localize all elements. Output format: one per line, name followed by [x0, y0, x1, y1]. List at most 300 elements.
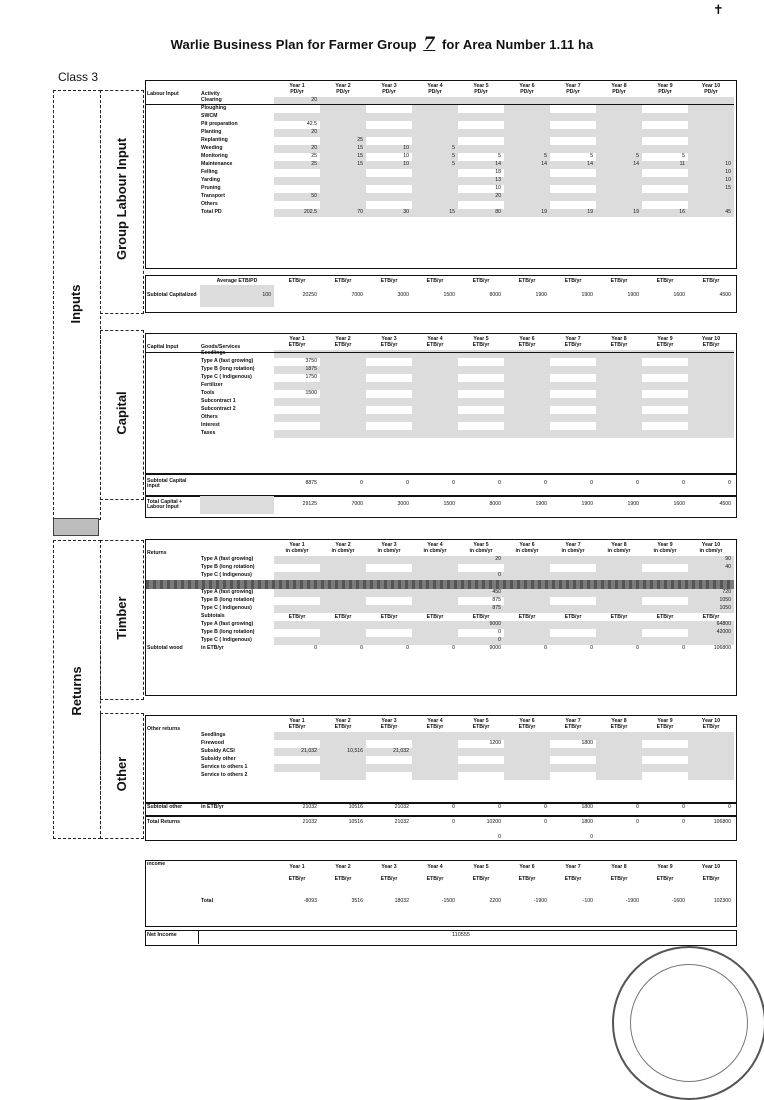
- table-row: [146, 748, 734, 756]
- table-cell: [458, 732, 504, 740]
- table-row: [146, 137, 734, 145]
- table-cell: [366, 366, 412, 374]
- labour-subtotal-label: Subtotal Capitalized: [147, 292, 197, 299]
- table-cell: [412, 177, 458, 185]
- table-cell: [366, 121, 412, 129]
- row-label: Clearing: [201, 97, 222, 104]
- table-cell: [412, 398, 458, 406]
- table-cell: 1750: [305, 374, 317, 381]
- table-cell: [320, 597, 366, 605]
- table-cell: [642, 177, 688, 185]
- table-cell: 1500: [305, 390, 317, 397]
- table-cell: [550, 366, 596, 374]
- capital-col1-header: Capital Input: [147, 343, 179, 350]
- table-cell: [642, 732, 688, 740]
- table-cell: [412, 589, 458, 597]
- row-label: Type C ( Indigenous): [201, 572, 252, 579]
- table-cell: [504, 764, 550, 772]
- table-cell: [366, 621, 412, 629]
- table-cell: [550, 756, 596, 764]
- table-cell: [550, 637, 596, 645]
- table-cell: [504, 113, 550, 121]
- table-cell: [688, 748, 734, 756]
- document-title: [0, 34, 764, 54]
- row-label: Type B (long rotation): [201, 564, 255, 571]
- table-cell: [458, 772, 504, 780]
- table-cell: [274, 572, 320, 580]
- table-cell: [320, 366, 366, 374]
- table-cell: [458, 137, 504, 145]
- table-cell: [550, 121, 596, 129]
- table-cell: 5: [590, 153, 593, 160]
- table-cell: [458, 121, 504, 129]
- table-cell: [550, 422, 596, 430]
- table-cell: 1800: [581, 740, 593, 747]
- other-subtotal-label: Subtotal other: [147, 804, 183, 811]
- table-cell: [688, 756, 734, 764]
- table-row: [146, 564, 734, 572]
- table-row: [146, 169, 734, 177]
- other-col1-header: Other returns: [147, 725, 181, 732]
- year-header: Year 4 PD/yr: [427, 83, 443, 95]
- row-label: Weeding: [201, 145, 223, 152]
- table-cell: [688, 129, 734, 137]
- table-cell: 16: [642, 209, 688, 217]
- table-cell: [550, 589, 596, 597]
- table-row: [146, 382, 734, 390]
- table-cell: 30: [366, 209, 412, 217]
- table-cell: 19: [550, 209, 596, 217]
- table-cell: [412, 748, 458, 756]
- table-cell: 14: [550, 161, 596, 169]
- table-cell: [504, 398, 550, 406]
- table-cell: 10: [366, 161, 412, 169]
- table-cell: [550, 201, 596, 209]
- table-cell: [504, 382, 550, 390]
- table-cell: [320, 430, 366, 438]
- table-cell: [642, 772, 688, 780]
- table-cell: [320, 764, 366, 772]
- table-cell: [412, 605, 458, 613]
- table-cell: [688, 390, 734, 398]
- row-label: Maintenance: [201, 161, 233, 168]
- table-cell: [596, 637, 642, 645]
- table-cell: [412, 366, 458, 374]
- table-cell: [366, 129, 412, 137]
- capital-col2-header: Goods/Services: [201, 343, 241, 350]
- table-cell: [550, 564, 596, 572]
- table-cell: [688, 201, 734, 209]
- table-cell: 15: [688, 185, 734, 193]
- row-label: Transport: [201, 193, 225, 200]
- table-cell: [274, 756, 320, 764]
- table-cell: [642, 756, 688, 764]
- table-cell: [458, 564, 504, 572]
- table-cell: [596, 422, 642, 430]
- table-cell: [504, 756, 550, 764]
- table-cell: [320, 629, 366, 637]
- table-cell: [458, 105, 504, 113]
- table-cell: [504, 201, 550, 209]
- table-cell: [412, 201, 458, 209]
- table-cell: 80: [458, 209, 504, 217]
- table-cell: [642, 169, 688, 177]
- table-cell: [596, 564, 642, 572]
- capital-totals-table: Subtotal Capital input 8875 0 0 0 0 0 0 0 0 0 Total Capital + Labour Input 29125 7000 3000 1500 8000 1900 1900 1900 1600 4500: [146, 475, 734, 514]
- table-cell: [504, 177, 550, 185]
- labour-table: [146, 81, 734, 217]
- table-cell: [320, 105, 366, 113]
- timber-table: Returns Year 1 in cbm/yr Year 2 in cbm/yr Year 3 in cbm/yr Year 4 in cbm/yr Year 5 in cbm/yr Year 6 in cbm/yr Year 7 in cbm/yr Year 8 in cbm/yr Year 9 in cbm/yr Year 10 in cbm/yr Type A (fast growing) 20 90 Type B (long rotation) 40 Type C ( Indigenous) 0 Type A (fast growing) 450 720 Type B (long rotation) 875 1050 Type C ( Indigenous) 875 1050 Subtotals ETB/yr ETB/yr ETB/yr ETB/yr ETB/yr ETB/yr ETB/yr ETB/yr ETB/yr ETB/yr Type A (fast growing) 9000 64800 Type B (long rotation) 0 42000 Type C ( Indigenous) 0 Subtotal wood in ETB/yr 0 0 0 0 9000 0 0 0 0 106800: [146, 540, 734, 653]
- table-cell: [642, 621, 688, 629]
- table-cell: 21,032: [274, 748, 320, 756]
- table-cell: [320, 414, 366, 422]
- title-suffix: for Area Number 1.11 ha: [441, 37, 594, 52]
- table-cell: [550, 169, 596, 177]
- table-cell: [596, 764, 642, 772]
- table-row: [146, 358, 734, 366]
- table-row: [146, 201, 734, 209]
- table-cell: [458, 358, 504, 366]
- table-cell: [504, 621, 550, 629]
- table-row: [146, 430, 734, 438]
- row-label: Type B (long rotation): [201, 366, 255, 373]
- table-cell: [688, 113, 734, 121]
- table-row: [146, 374, 734, 382]
- table-cell: [366, 597, 412, 605]
- table-cell: [366, 113, 412, 121]
- table-cell: [366, 589, 412, 597]
- capital-label: Capital: [114, 391, 129, 435]
- table-row: [146, 621, 734, 629]
- table-cell: [504, 629, 550, 637]
- table-cell: [458, 201, 504, 209]
- table-cell: [596, 145, 642, 153]
- table-cell: [366, 358, 412, 366]
- table-row: [146, 740, 734, 748]
- table-cell: 10: [688, 169, 734, 177]
- table-cell: [688, 764, 734, 772]
- year-header: Year 10 PD/yr: [701, 83, 721, 95]
- table-cell: [412, 621, 458, 629]
- timber-col1-header: Returns: [147, 549, 167, 556]
- table-cell: [366, 382, 412, 390]
- table-cell: [596, 113, 642, 121]
- table-cell: [320, 772, 366, 780]
- table-cell: 450: [458, 589, 504, 597]
- group-number: 7: [423, 34, 436, 54]
- row-label: Seedlings: [201, 350, 226, 357]
- year-header: Year 2 PD/yr: [335, 83, 351, 95]
- table-cell: [366, 764, 412, 772]
- table-row: [146, 589, 734, 597]
- row-label: Pruning: [201, 185, 221, 192]
- table-cell: [504, 193, 550, 201]
- table-cell: [596, 740, 642, 748]
- capital-subtotal-label: Subtotal Capital input: [147, 477, 187, 489]
- table-cell: [688, 382, 734, 390]
- table-cell: 20: [458, 193, 504, 201]
- table-cell: [412, 756, 458, 764]
- table-cell: [642, 137, 688, 145]
- table-cell: [274, 740, 320, 748]
- table-cell: [642, 193, 688, 201]
- table-cell: [550, 748, 596, 756]
- table-row: [146, 406, 734, 414]
- table-row: [146, 756, 734, 764]
- table-cell: [320, 756, 366, 764]
- table-cell: 875: [492, 597, 501, 604]
- row-label: Ploughing: [201, 105, 227, 112]
- table-cell: [366, 406, 412, 414]
- table-cell: [366, 169, 412, 177]
- table-cell: [274, 105, 320, 113]
- table-cell: [274, 169, 320, 177]
- table-cell: [642, 390, 688, 398]
- table-cell: [688, 358, 734, 366]
- table-cell: 9000: [458, 621, 504, 629]
- table-cell: [412, 597, 458, 605]
- table-cell: [642, 430, 688, 438]
- table-cell: [642, 105, 688, 113]
- table-cell: [504, 121, 550, 129]
- table-cell: [550, 358, 596, 366]
- table-cell: 20: [274, 97, 320, 105]
- row-label: Subsidy ACSI: [201, 748, 235, 755]
- row-label: Monitoring: [201, 153, 228, 160]
- table-cell: [458, 422, 504, 430]
- table-row: [146, 366, 734, 374]
- table-cell: [688, 121, 734, 129]
- other-label: Other: [114, 756, 129, 792]
- table-cell: [504, 740, 550, 748]
- table-cell: [320, 572, 366, 580]
- table-cell: [688, 137, 734, 145]
- table-cell: 20: [458, 556, 504, 564]
- table-cell: 10: [688, 161, 734, 169]
- table-cell: [550, 414, 596, 422]
- table-cell: [504, 137, 550, 145]
- table-cell: 10: [403, 153, 409, 160]
- table-cell: 5: [504, 153, 550, 161]
- row-label: Seedlings: [201, 732, 226, 739]
- table-cell: 70: [320, 209, 366, 217]
- row-label: Others: [201, 414, 218, 421]
- table-cell: [504, 374, 550, 382]
- table-cell: [504, 772, 550, 780]
- table-cell: [274, 113, 320, 121]
- table-row: [146, 105, 734, 113]
- table-cell: [550, 629, 596, 637]
- table-cell: [412, 169, 458, 177]
- table-cell: [320, 556, 366, 564]
- table-cell: 19: [596, 209, 642, 217]
- table-row: [146, 161, 734, 169]
- table-cell: [412, 185, 458, 193]
- table-row: [146, 637, 734, 645]
- table-cell: [504, 732, 550, 740]
- table-cell: [550, 137, 596, 145]
- capital-header-rule: [146, 352, 734, 353]
- table-cell: [458, 390, 504, 398]
- table-row: [146, 177, 734, 185]
- capital-table: Capital Input Goods/Services Year 1 ETB/yr Year 2 ETB/yr Year 3 ETB/yr Year 4 ETB/yr Year 5 ETB/yr Year 6 ETB/yr Year 7 ETB/yr Year 8 ETB/yr Year 9 ETB/yr Year 10 ETB/yr Seedlings Type A (fast growing) 3750 Type B (long rotation) 1875 Type C ( Indigenous) 1750 Fertilizer Tools 1500 Subcontract 1 Subcontract 2 Others Interest Taxes: [146, 334, 734, 438]
- table-cell: [596, 572, 642, 580]
- table-cell: [320, 374, 366, 382]
- table-cell: [412, 121, 458, 129]
- table-cell: [504, 169, 550, 177]
- table-cell: 18: [495, 169, 501, 176]
- table-cell: [274, 185, 320, 193]
- labour-label: Group Labour Input: [114, 137, 129, 260]
- table-cell: [688, 422, 734, 430]
- table-row: [146, 629, 734, 637]
- table-cell: [550, 129, 596, 137]
- table-cell: [596, 169, 642, 177]
- table-cell: [366, 564, 412, 572]
- table-cell: [688, 572, 734, 580]
- table-cell: [412, 732, 458, 740]
- table-cell: [596, 374, 642, 382]
- table-cell: [504, 605, 550, 613]
- table-cell: [688, 105, 734, 113]
- table-cell: [596, 177, 642, 185]
- table-cell: [412, 637, 458, 645]
- table-row: [146, 605, 734, 613]
- table-cell: [642, 121, 688, 129]
- table-cell: [688, 374, 734, 382]
- table-cell: [458, 145, 504, 153]
- table-cell: [596, 430, 642, 438]
- table-cell: [274, 414, 320, 422]
- table-cell: [642, 572, 688, 580]
- table-cell: [366, 605, 412, 613]
- table-cell: [320, 637, 366, 645]
- table-row: [146, 556, 734, 564]
- table-cell: [642, 740, 688, 748]
- table-cell: [366, 772, 412, 780]
- table-cell: [504, 358, 550, 366]
- table-cell: [596, 629, 642, 637]
- table-cell: 3750: [305, 358, 317, 365]
- table-cell: [642, 589, 688, 597]
- table-cell: 0: [498, 629, 501, 636]
- table-cell: [412, 113, 458, 121]
- row-label: Total PD: [201, 209, 222, 216]
- table-cell: [504, 556, 550, 564]
- year-header: Year 9 PD/yr: [657, 83, 673, 95]
- net-income-divider: [198, 930, 199, 944]
- table-cell: [412, 129, 458, 137]
- table-cell: [596, 121, 642, 129]
- table-cell: [412, 764, 458, 772]
- table-cell: [504, 185, 550, 193]
- table-cell: [550, 430, 596, 438]
- table-cell: [550, 185, 596, 193]
- table-cell: [412, 556, 458, 564]
- table-cell: [320, 390, 366, 398]
- net-income-box: [145, 930, 737, 946]
- table-cell: [366, 422, 412, 430]
- avg-value: 100: [200, 285, 274, 307]
- table-cell: [320, 193, 366, 201]
- table-row: [146, 398, 734, 406]
- table-cell: 5: [412, 145, 458, 153]
- table-cell: [274, 137, 320, 145]
- table-cell: [274, 772, 320, 780]
- table-cell: [504, 422, 550, 430]
- table-cell: [688, 153, 734, 161]
- table-cell: 13: [458, 177, 504, 185]
- year-header: Year 1 PD/yr: [289, 83, 305, 95]
- table-cell: [596, 748, 642, 756]
- table-cell: 720: [688, 589, 734, 597]
- row-label: Subsidy other: [201, 756, 236, 763]
- table-cell: [366, 374, 412, 382]
- table-cell: [642, 414, 688, 422]
- table-cell: [596, 605, 642, 613]
- table-cell: 14: [596, 161, 642, 169]
- year-header: Year 3 PD/yr: [381, 83, 397, 95]
- table-cell: [320, 605, 366, 613]
- table-row: [146, 129, 734, 137]
- table-row: [146, 121, 734, 129]
- table-cell: [642, 597, 688, 605]
- table-cell: [274, 629, 320, 637]
- table-cell: [688, 145, 734, 153]
- year-header: Year 6 PD/yr: [519, 83, 535, 95]
- table-cell: [412, 572, 458, 580]
- capital-total-label: Total Capital + Labour Input: [147, 498, 183, 510]
- table-cell: [366, 390, 412, 398]
- row-label: SWCM: [201, 113, 218, 120]
- table-cell: 15: [320, 145, 366, 153]
- table-cell: [504, 406, 550, 414]
- table-cell: [412, 105, 458, 113]
- row-label: Pit preparation: [201, 121, 238, 128]
- table-cell: [642, 129, 688, 137]
- table-cell: [688, 414, 734, 422]
- table-cell: [688, 637, 734, 645]
- table-cell: [274, 597, 320, 605]
- table-cell: [504, 597, 550, 605]
- table-cell: [274, 589, 320, 597]
- other-table: Other returns Year 1 ETB/yr Year 2 ETB/yr Year 3 ETB/yr Year 4 ETB/yr Year 5 ETB/yr Year 6 ETB/yr Year 7 ETB/yr Year 8 ETB/yr Year 9 ETB/yr Year 10 ETB/yr Seedlings Firewood 1200 1800 Subsidy ACSI 21,032 10,516 21,032 Subsidy other Service to others 1 Service to others 2: [146, 716, 734, 780]
- table-cell: [504, 145, 550, 153]
- row-label: Replanting: [201, 137, 228, 144]
- table-cell: [596, 589, 642, 597]
- table-cell: [274, 406, 320, 414]
- table-row: [146, 597, 734, 605]
- net-income-label: Net Income: [147, 932, 177, 938]
- row-label: Planting: [201, 129, 222, 136]
- table-cell: [504, 564, 550, 572]
- table-cell: [550, 556, 596, 564]
- table-cell: [688, 398, 734, 406]
- table-cell: [596, 185, 642, 193]
- table-cell: 20: [274, 145, 320, 153]
- table-cell: [550, 406, 596, 414]
- table-cell: [504, 637, 550, 645]
- table-cell: [642, 366, 688, 374]
- table-cell: [596, 597, 642, 605]
- table-cell: [458, 406, 504, 414]
- table-cell: 875: [458, 605, 504, 613]
- table-cell: 90: [688, 556, 734, 564]
- table-cell: [458, 430, 504, 438]
- row-label: Type C ( Indigenous): [201, 637, 252, 644]
- table-cell: [596, 382, 642, 390]
